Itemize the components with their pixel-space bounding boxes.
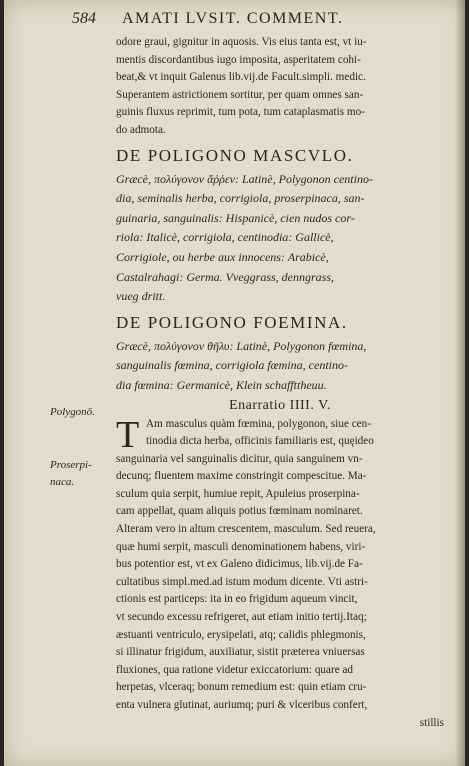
text-block	[116, 34, 444, 732]
margin-note-proserpinaca: Proserpi- naca.	[50, 459, 92, 488]
heading-foemina: DE POLIGONO FOEMINA.	[116, 312, 348, 332]
page-number: 584	[72, 10, 96, 27]
synonyms-masculo: Græcè, πολύγονον ἄῤῥεν: Latinè, Polygonon centino- dia, seminalis herba, corrigiola, proserpinaca, san- guinaria, sanguinalis: Hispanicè, cien nudos cor- riola: Italicè, corrigiola, centinodia: Gallicè, Corrigiole, ou herbe aux innocens: Arabicè, Castalrahagi: Germa. Vveggrass, denngrass, vueg dritt.	[116, 171, 373, 304]
body-paragraph: T Am masculus quàm fœmina, polygonon, siue cen- tinodia dicta herba, officinis familiaris est, quęideo sanguinaria vel sanguinalis dicitur, quia sanguinem vn- decunq; fluentem maxime constringit compescitue. Ma- sculum quia serpit, humiue repit, Apuleius proserpina- cam appellat, quam aliquis potius fœminam nominaret. Alteram vero in altum crescentem, masculum. Sed reuera, quæ humi serpit, masculi denominationem habens, viri- bus potentior est, vt ex Galeno didicimus, lib.vij.de Fa- cultatibus simpl.med.ad istum modum dicente. Vti astri- ctionis est particeps: ita in eo frigidum aqueum vincit, vt secundo excessu refrigeret, aut etiam initio tertij.Itaq; æstuanti ventriculo, erysipelati, atq; calidis phlegmonis, si illinatur frigidum, auxiliatur, sistit præterea vniuersas fluxiones, qua ratione videtur exiccatorium: quare ad herpetas, vlceraq; bonum remedium est: quin etiam cru- enta vulnera glutinat, auriumq; puri & vlceribus confert, stillis	[116, 416, 444, 733]
page-gutter-shadow	[455, 0, 465, 766]
running-head	[72, 10, 432, 28]
running-title: AMATI LVSIT. COMMENT.	[122, 10, 344, 27]
margin-note-polygono: Polygonō.	[50, 406, 95, 418]
book-page	[4, 0, 465, 766]
drop-capital: T	[116, 413, 140, 456]
intro-paragraph: odore graui, gignitur in aquosis. Vis eius tanta est, vt iu- mentis discordantibus iugo imposita, asperitatem cohi- beat,& vt inquit Galenus lib.vij.de Facult.simpli. medic. Superantem astrictionem sortitur, per quam omnes san- guinis fluxus reprimit, tum pota, tum cataplasmatis mo- do admota.	[116, 36, 367, 136]
heading-masculo: DE POLIGONO MASCVLO.	[116, 145, 354, 165]
catchword: stillis	[419, 716, 444, 729]
enarratio-heading: Enarratio IIII. V.	[229, 397, 331, 413]
synonyms-foemina: Græcè, πολύγονον θῆλυ: Latinè, Polygonon fœmina, sanguinalis fœmina, corrigiola fœmina, centino- dia fœmina: Germanicè, Klein schaffttheuu.	[116, 338, 367, 392]
